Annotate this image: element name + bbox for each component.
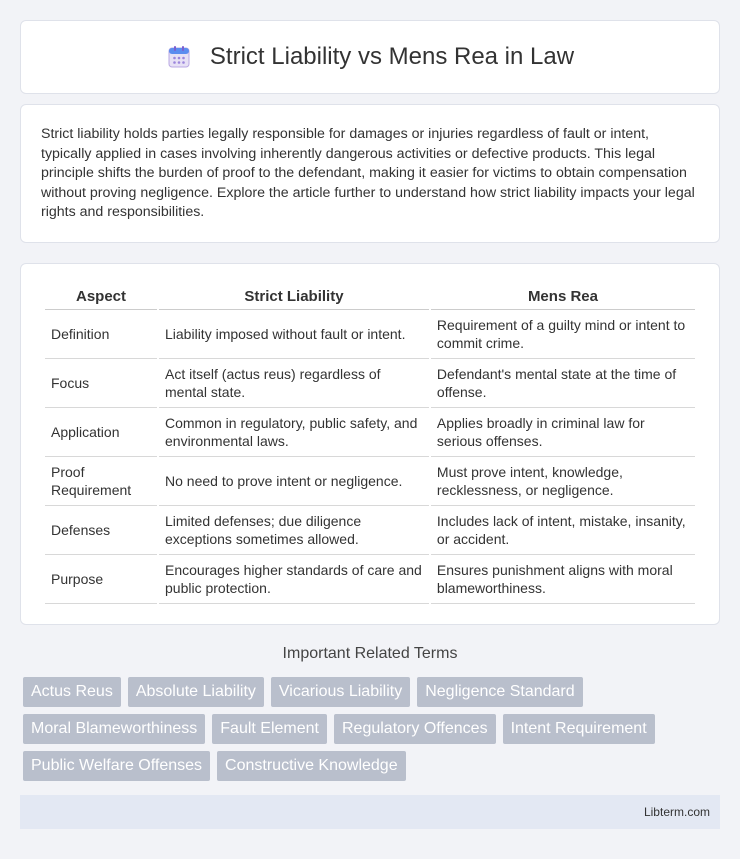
cell-aspect: Application <box>45 408 157 457</box>
cell-aspect: Purpose <box>45 555 157 604</box>
comparison-table <box>43 284 697 604</box>
page-title: Strict Liability vs Mens Rea in Law <box>209 43 575 70</box>
tag-negligence-standard[interactable]: Negligence Standard <box>417 677 582 707</box>
footer <box>20 795 720 829</box>
tag-moral-blameworthiness[interactable]: Moral Blameworthiness <box>23 714 205 744</box>
header-aspect: Aspect <box>45 284 157 310</box>
cell-mens-rea: Ensures punishment aligns with moral blameworthiness. <box>431 555 695 604</box>
cell-strict: No need to prove intent or negligence. <box>159 457 429 506</box>
cell-mens-rea: Must prove intent, knowledge, recklessness, or negligence. <box>431 457 695 506</box>
cell-aspect: Defenses <box>45 506 157 555</box>
cell-mens-rea: Applies broadly in criminal law for serious offenses. <box>431 408 695 457</box>
header-strict-liability: Strict Liability <box>159 284 429 310</box>
header-card <box>20 20 720 94</box>
tag-actus-reus[interactable]: Actus Reus <box>23 677 121 707</box>
footer-site-link[interactable]: Libterm.com <box>643 805 710 819</box>
cell-strict: Liability imposed without fault or intent. <box>159 310 429 359</box>
cell-mens-rea: Requirement of a guilty mind or intent to commit crime. <box>431 310 695 359</box>
table-header-row <box>45 284 695 310</box>
cell-mens-rea: Includes lack of intent, mistake, insanity, or accident. <box>431 506 695 555</box>
table-row <box>45 555 695 604</box>
tag-public-welfare-offenses[interactable]: Public Welfare Offenses <box>23 751 210 781</box>
table-row <box>45 408 695 457</box>
tag-absolute-liability[interactable]: Absolute Liability <box>128 677 264 707</box>
tag-regulatory-offences[interactable]: Regulatory Offences <box>334 714 496 744</box>
cell-strict: Act itself (actus reus) regardless of mental state. <box>159 359 429 408</box>
tag-constructive-knowledge[interactable]: Constructive Knowledge <box>217 751 406 781</box>
table-card <box>20 263 720 625</box>
cell-strict: Common in regulatory, public safety, and environmental laws. <box>159 408 429 457</box>
tag-fault-element[interactable]: Fault Element <box>212 714 327 744</box>
intro-card <box>20 104 720 243</box>
table-row <box>45 506 695 555</box>
calendar-icon <box>166 44 192 70</box>
related-tags <box>23 677 723 781</box>
header-mens-rea: Mens Rea <box>431 284 695 310</box>
intro-text: Strict liability holds parties legally responsible for damages or injuries regardless of fault or intent, typically applied in cases involving inherently dangerous activities or defective products. This legal principle shifts the burden of proof to the defendant, making it easier for victims to obtain compensation without proving negligence. Explore the article further to understand how strict liability impacts your legal rights and responsibilities. <box>41 126 695 221</box>
title-wrap <box>166 43 574 71</box>
cell-strict: Encourages higher standards of care and public protection. <box>159 555 429 604</box>
tag-vicarious-liability[interactable]: Vicarious Liability <box>271 677 410 707</box>
table-row <box>45 359 695 408</box>
table-row <box>45 457 695 506</box>
tag-intent-requirement[interactable]: Intent Requirement <box>503 714 655 744</box>
table-row <box>45 310 695 359</box>
cell-aspect: Focus <box>45 359 157 408</box>
cell-aspect: Proof Requirement <box>45 457 157 506</box>
cell-aspect: Definition <box>45 310 157 359</box>
cell-strict: Limited defenses; due diligence exceptions sometimes allowed. <box>159 506 429 555</box>
related-terms-title: Important Related Terms <box>282 645 458 662</box>
cell-mens-rea: Defendant's mental state at the time of offense. <box>431 359 695 408</box>
